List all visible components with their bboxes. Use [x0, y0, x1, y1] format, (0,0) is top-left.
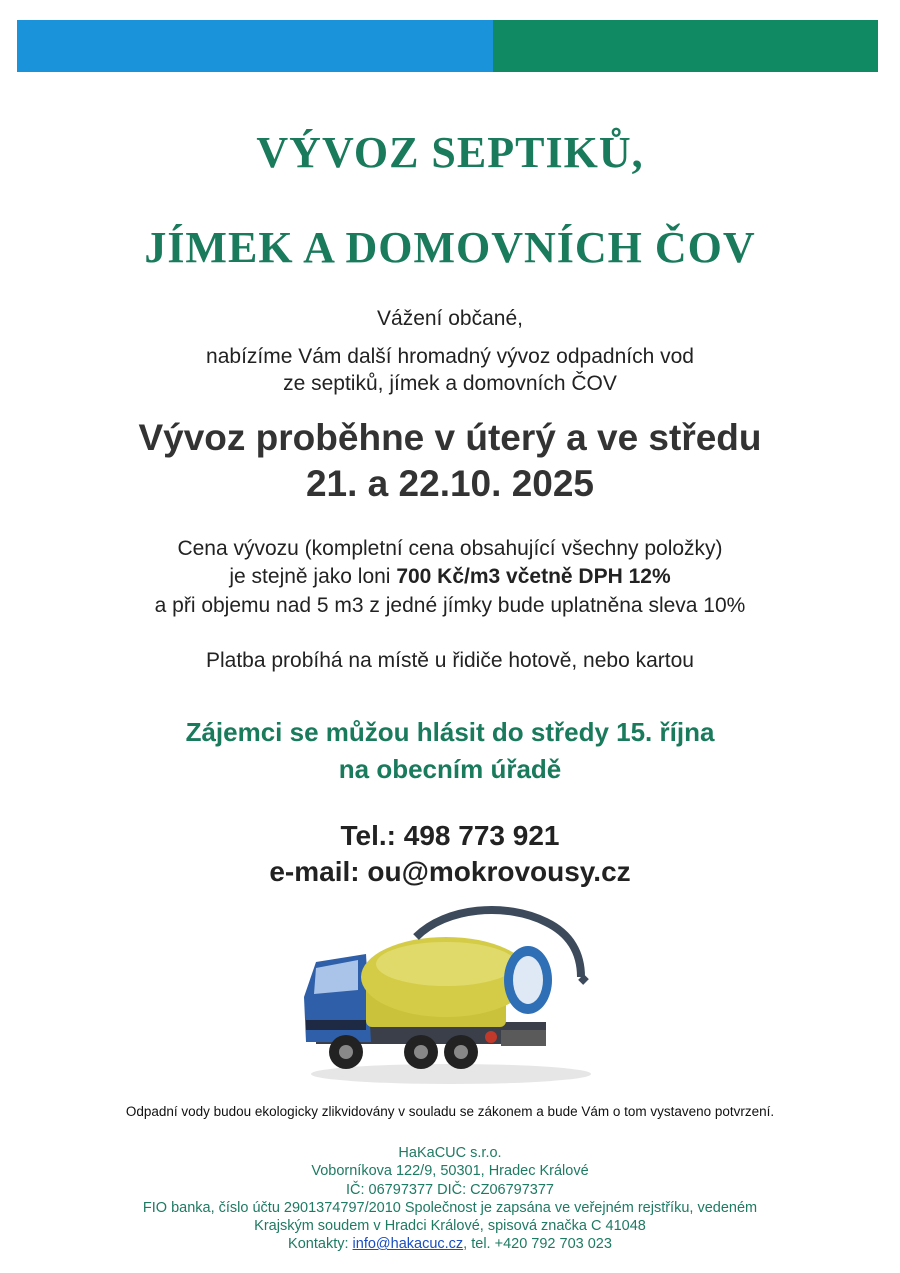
footer-address: Voborníkova 122/9, 50301, Hradec Králové [311, 1163, 589, 1179]
payment-info: Platba probíhá na místě u řidiče hotově, nebo kartou [206, 649, 694, 672]
footer-bank: FIO banka, číslo účtu 2901374797/2010 Společnost je zapsána ve veřejném rejstříku, vedeném [142, 1200, 758, 1216]
title-line-1: VÝVOZ SEPTIKŮ, [256, 128, 644, 177]
price-line-2-prefix: je stejně jako loni [229, 565, 397, 588]
footer-court: Krajským soudem v Hradci Králové, spisová značka C 41048 [254, 1218, 646, 1234]
footer-contacts-phone: , tel. +420 792 703 023 [463, 1236, 612, 1252]
footer-company: HaKaCUC s.r.o. [398, 1145, 502, 1161]
greeting: Vážení občané, [377, 307, 523, 330]
contact-email: e-mail: ou@mokrovousy.cz [269, 856, 631, 887]
septic-truck-icon [296, 902, 601, 1092]
footer-contacts-label: Kontakty: [288, 1236, 353, 1252]
header-color-bar [17, 20, 878, 72]
footer-email-link[interactable]: info@hakacuc.cz [352, 1236, 464, 1252]
disposal-note: Odpadní vody budou ekologicky zlikvidovány v souladu se zákonem a bude Vám o tom vystaveno potvrzení. [125, 1104, 775, 1119]
footer-ids: IČ: 06797377 DIČ: CZ06797377 [346, 1182, 554, 1198]
intro-line-1: nabízíme Vám další hromadný vývoz odpadních vod [206, 345, 694, 368]
date-line-1: Vývoz proběhne v úterý a ve středu [138, 417, 762, 458]
header-green-stripe [493, 20, 878, 72]
price-line-3: a při objemu nad 5 m3 z jedné jímky bude uplatněna sleva 10% [154, 594, 746, 617]
date-line-2: 21. a 22.10. 2025 [305, 463, 595, 504]
contact-phone: Tel.: 498 773 921 [340, 820, 560, 851]
signup-line-2: na obecním úřadě [338, 754, 562, 784]
header-blue-stripe [17, 20, 493, 72]
title-line-2: JÍMEK A DOMOVNÍCH ČOV [144, 223, 756, 272]
signup-line-1: Zájemci se můžou hlásit do středy 15. října [185, 717, 715, 747]
price-amount: 700 Kč/m3 včetně DPH 12% [396, 565, 671, 588]
price-line-2 [0, 565, 900, 589]
footer-contacts [0, 1236, 900, 1252]
intro-line-2: ze septiků, jímek a domovních ČOV [283, 372, 617, 395]
price-line-1: Cena vývozu (kompletní cena obsahující všechny položky) [177, 537, 723, 560]
